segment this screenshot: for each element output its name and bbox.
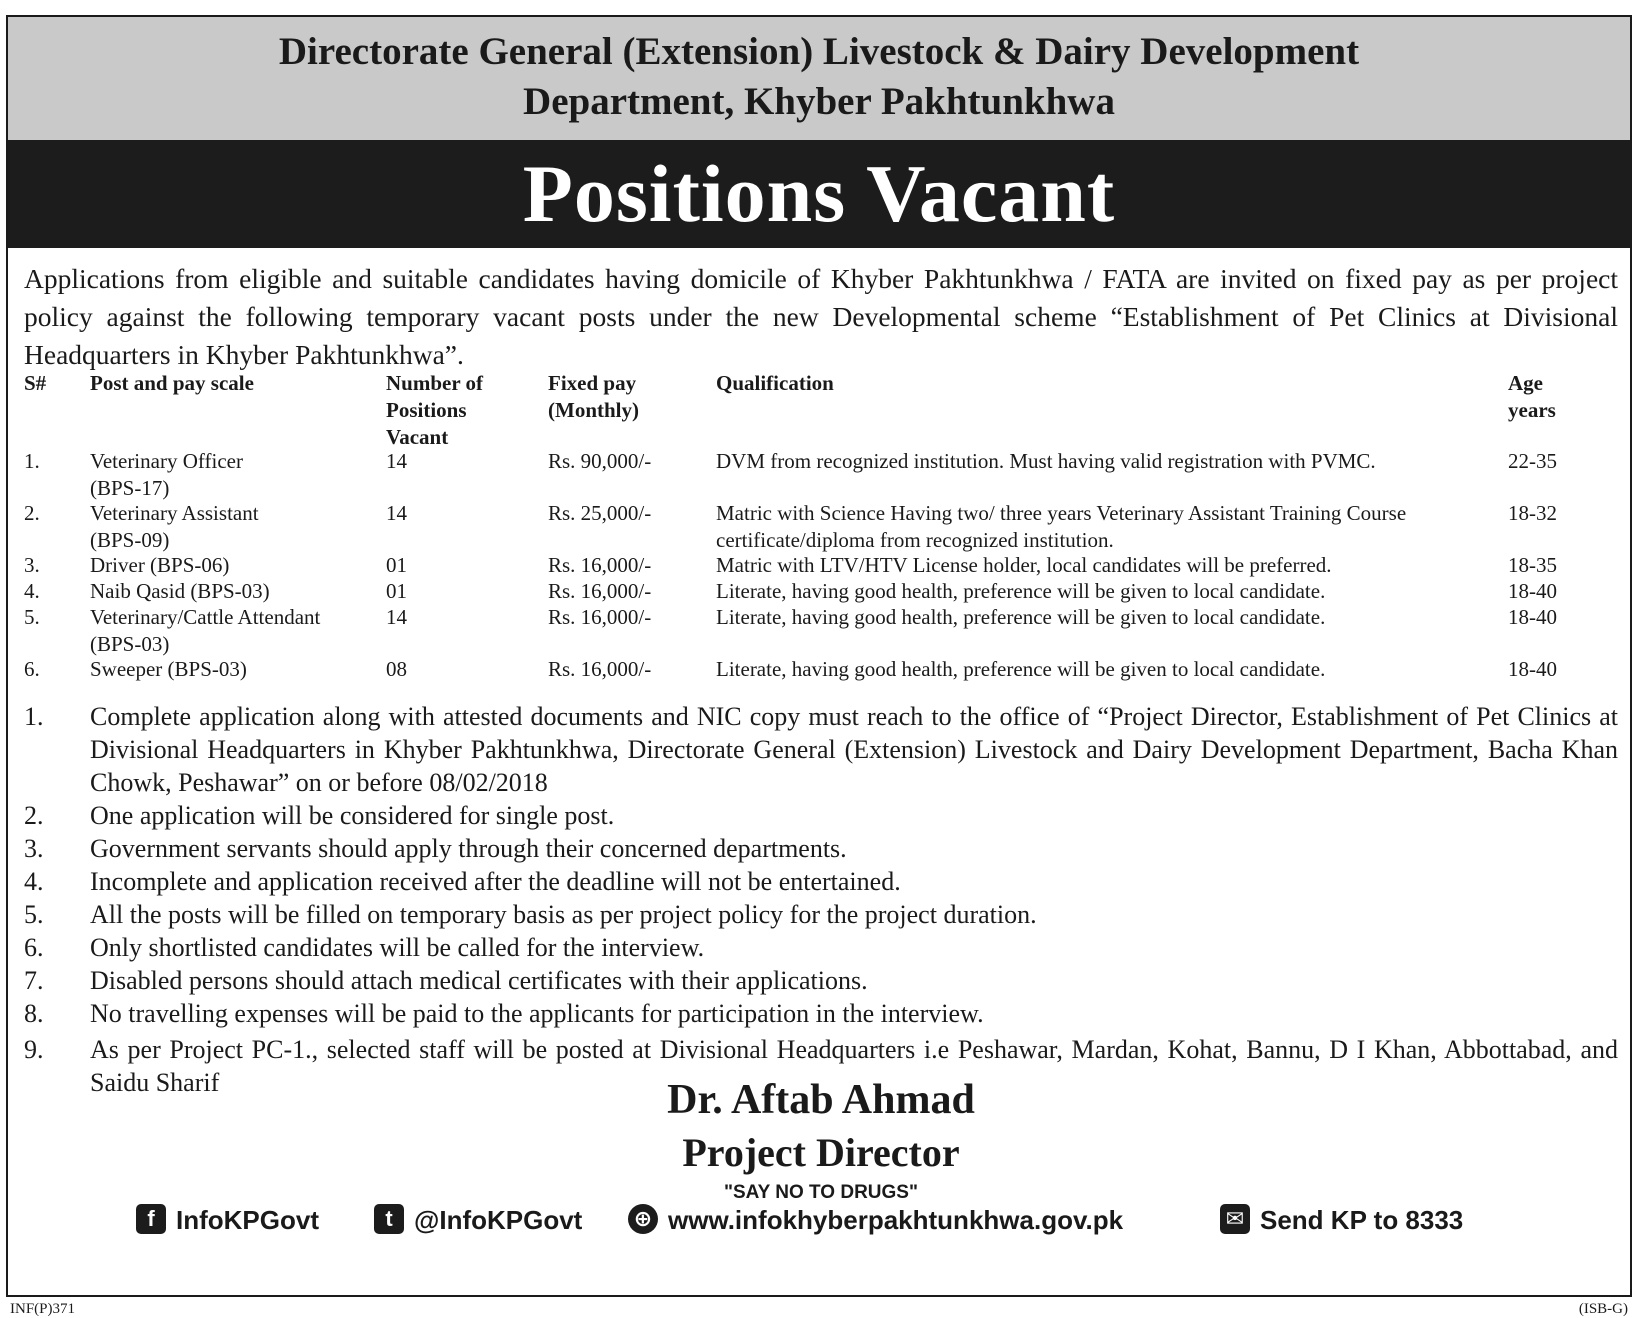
cell-post: Driver (BPS-06): [90, 553, 230, 577]
cell-pay: Rs. 25,000/-: [548, 501, 652, 525]
list-item: [24, 865, 1618, 898]
cell-num: 08: [386, 657, 407, 681]
list-item: [24, 898, 1618, 931]
list-item-number: 3.: [24, 834, 44, 863]
globe-icon: ⊕: [628, 1204, 658, 1234]
table-row: [24, 552, 1624, 578]
list-item-number: 8.: [24, 999, 44, 1028]
table-header-row: [24, 370, 1624, 448]
website-link[interactable]: [628, 1200, 1123, 1240]
list-item-number: 5.: [24, 900, 44, 929]
ad-code-left: INF(P)371: [10, 1301, 76, 1317]
cell-qual: Literate, having good health, preference will be given to local candidate.: [716, 579, 1326, 603]
list-item-text: All the posts will be filled on temporary basis as per project policy for the project duration.: [90, 900, 1037, 929]
cell-pay: Rs. 16,000/-: [548, 553, 652, 577]
title-banner: [8, 140, 1630, 248]
slogan: "SAY NO TO DRUGS": [724, 1182, 918, 1203]
cell-qual: Matric with Science Having two/ three years Veterinary Assistant Training Course certificate/diploma from recognized institution.: [716, 501, 1407, 552]
cell-qual: Literate, having good health, preference will be given to local candidate.: [716, 605, 1326, 629]
facebook-icon: f: [136, 1204, 166, 1234]
header-pay: Fixed pay (Monthly): [548, 371, 639, 422]
header-num: Number of Positions Vacant: [386, 371, 484, 449]
ad-code-right: (ISB-G): [1578, 1301, 1628, 1317]
twitter-link[interactable]: [374, 1200, 582, 1240]
cell-qual: DVM from recognized institution. Must having valid registration with PVMC.: [716, 449, 1376, 473]
cell-post: Veterinary Officer (BPS-17): [90, 449, 243, 500]
cell-post: Sweeper (BPS-03): [90, 657, 247, 681]
cell-qual: Literate, having good health, preference will be given to local candidate.: [716, 657, 1326, 681]
cell-sn: 6.: [24, 657, 40, 681]
cell-pay: Rs. 16,000/-: [548, 657, 652, 681]
cell-sn: 2.: [24, 501, 40, 525]
signatory-title: Project Director: [682, 1130, 960, 1175]
sms-link[interactable]: [1220, 1200, 1463, 1240]
cell-num: 14: [386, 449, 407, 473]
header-sn: S#: [24, 371, 47, 395]
social-links: [0, 1200, 1642, 1240]
cell-age: 22-35: [1508, 449, 1557, 473]
twitter-label: @InfoKPGovt: [414, 1205, 583, 1235]
cell-num: 01: [386, 553, 407, 577]
signatory-name: Dr. Aftab Ahmad: [667, 1077, 975, 1123]
department-name-line1: Directorate General (Extension) Livestock & Dairy Development: [278, 30, 1360, 73]
cell-age: 18-40: [1508, 605, 1557, 629]
twitter-icon: t: [374, 1204, 404, 1234]
cell-post: Naib Qasid (BPS-03): [90, 579, 270, 603]
list-item-text: Only shortlisted candidates will be called for the interview.: [90, 933, 705, 962]
department-header: [8, 17, 1630, 140]
table-row: [24, 448, 1624, 500]
facebook-label: InfoKPGovt: [176, 1205, 319, 1235]
cell-pay: Rs. 90,000/-: [548, 449, 652, 473]
cell-post: Veterinary Assistant (BPS-09): [90, 501, 259, 552]
list-item: [24, 997, 1618, 1030]
list-item: [24, 931, 1618, 964]
cell-sn: 1.: [24, 449, 40, 473]
list-item-text: Complete application along with attested documents and NIC copy must reach to the office of “Project Director, Establishment of Pet Clinics at Divisional Headquarters in Khyber Pakhtunkhwa, Directorate General (Extension) Livestock and Dairy Development Department, Bacha Khan Chowk, Peshawar” on or before 08/02/2018: [90, 702, 1618, 797]
cell-pay: Rs. 16,000/-: [548, 605, 652, 629]
list-item-number: 9.: [24, 1035, 44, 1064]
header-age: Age years: [1508, 371, 1556, 422]
table-row: [24, 604, 1624, 656]
cell-num: 14: [386, 501, 407, 525]
vacancy-table: [24, 370, 1624, 682]
list-item-text: Disabled persons should attach medical certificates with their applications.: [90, 966, 868, 995]
list-item-number: 4.: [24, 867, 44, 896]
sms-label: Send KP to 8333: [1260, 1205, 1464, 1235]
list-item-text: One application will be considered for single post.: [90, 801, 615, 830]
sms-icon: ✉: [1220, 1204, 1250, 1234]
list-item: [24, 700, 1618, 799]
cell-num: 14: [386, 605, 407, 629]
cell-pay: Rs. 16,000/-: [548, 579, 652, 603]
cell-num: 01: [386, 579, 407, 603]
table-row: [24, 500, 1624, 552]
cell-sn: 3.: [24, 553, 40, 577]
facebook-link[interactable]: [136, 1200, 319, 1240]
list-item: [24, 964, 1618, 997]
cell-age: 18-40: [1508, 579, 1557, 603]
cell-sn: 5.: [24, 605, 40, 629]
cell-age: 18-40: [1508, 657, 1557, 681]
website-label: www.infokhyberpakhtunkhwa.gov.pk: [668, 1205, 1124, 1235]
table-row: [24, 656, 1624, 682]
cell-age: 18-35: [1508, 553, 1557, 577]
list-item-text: Government servants should apply through their concerned departments.: [90, 834, 847, 863]
intro-paragraph: Applications from eligible and suitable candidates having domicile of Khyber Pakhtunkhwa / FATA are invited on fixed pay as per project policy against the following temporary vacant posts under the new Developmental scheme “Establishment of Pet Clinics at Divisional Headquarters in Khyber Pakhtunkhwa”.: [24, 263, 1618, 370]
list-item-text: No travelling expenses will be paid to the applicants for participation in the interview.: [90, 999, 984, 1028]
list-item: [24, 799, 1618, 832]
cell-qual: Matric with LTV/HTV License holder, local candidates will be preferred.: [716, 553, 1332, 577]
header-post: Post and pay scale: [90, 371, 254, 395]
instructions-list: [24, 700, 1618, 1099]
list-item-text: As per Project PC-1., selected staff will be posted at Divisional Headquarters i.e Peshawar, Mardan, Kohat, Bannu, D I Khan, Abbottabad, and Saidu Sharif: [90, 1035, 1618, 1097]
cell-sn: 4.: [24, 579, 40, 603]
department-name-line2: Department, Khyber Pakhtunkhwa: [523, 80, 1115, 123]
table-row: [24, 578, 1624, 604]
list-item-number: 1.: [24, 702, 44, 731]
page-title: Positions Vacant: [522, 148, 1116, 239]
cell-post: Veterinary/Cattle Attendant (BPS-03): [90, 605, 321, 656]
cell-age: 18-32: [1508, 501, 1557, 525]
list-item-number: 6.: [24, 933, 44, 962]
list-item-number: 2.: [24, 801, 44, 830]
header-qual: Qualification: [716, 371, 834, 395]
list-item-number: 7.: [24, 966, 44, 995]
list-item-text: Incomplete and application received after the deadline will not be entertained.: [90, 867, 901, 896]
list-item: [24, 832, 1618, 865]
